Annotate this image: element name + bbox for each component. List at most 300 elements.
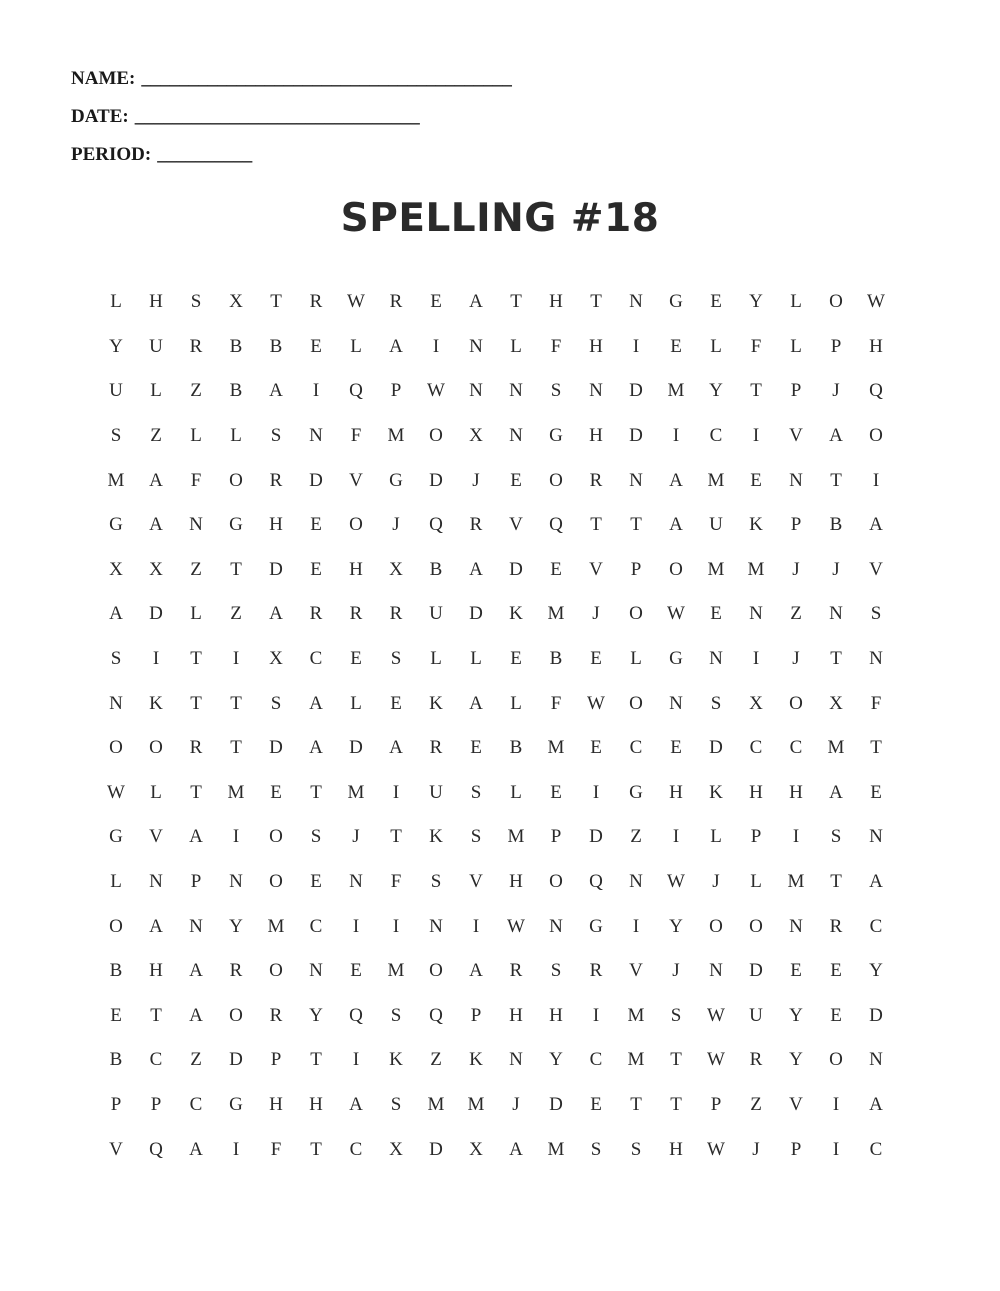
grid-letter[interactable]: R — [309, 603, 323, 625]
grid-letter[interactable]: Z — [190, 558, 202, 580]
grid-letter[interactable]: P — [750, 826, 762, 848]
grid-letter[interactable]: P — [270, 1049, 282, 1071]
grid-letter[interactable]: X — [749, 692, 763, 714]
grid-letter[interactable]: N — [789, 469, 803, 491]
grid-letter[interactable]: A — [189, 1138, 203, 1160]
grid-letter[interactable]: X — [389, 1138, 403, 1160]
grid-letter[interactable]: L — [430, 648, 442, 670]
grid-letter[interactable]: G — [589, 915, 603, 937]
grid-letter[interactable]: N — [829, 603, 843, 625]
grid-letter[interactable]: E — [870, 781, 882, 803]
grid-letter[interactable]: A — [869, 514, 883, 536]
grid-letter[interactable]: T — [190, 781, 202, 803]
grid-letter[interactable]: A — [109, 603, 123, 625]
grid-letter[interactable]: E — [310, 558, 322, 580]
grid-letter[interactable]: X — [269, 648, 283, 670]
grid-letter[interactable]: T — [310, 1049, 322, 1071]
grid-letter[interactable]: T — [870, 737, 882, 759]
grid-letter[interactable]: T — [310, 1138, 322, 1160]
name-blank[interactable]: _______________________________________ — [141, 68, 512, 89]
grid-letter[interactable]: C — [589, 1049, 603, 1071]
grid-letter[interactable]: A — [389, 335, 403, 357]
grid-letter[interactable]: A — [269, 603, 283, 625]
grid-letter[interactable]: F — [270, 1138, 282, 1160]
grid-letter[interactable]: T — [630, 514, 642, 536]
grid-letter[interactable]: K — [429, 692, 443, 714]
grid-letter[interactable]: A — [349, 1093, 363, 1115]
grid-letter[interactable]: K — [149, 692, 163, 714]
grid-letter[interactable]: G — [669, 291, 683, 313]
grid-letter[interactable]: O — [749, 915, 763, 937]
grid-letter[interactable]: W — [347, 291, 365, 313]
grid-letter[interactable]: L — [510, 335, 522, 357]
grid-letter[interactable]: A — [669, 469, 683, 491]
grid-letter[interactable]: N — [309, 425, 323, 447]
grid-letter[interactable]: I — [392, 915, 400, 937]
grid-letter[interactable]: R — [429, 737, 443, 759]
grid-letter[interactable]: Y — [789, 1049, 803, 1071]
grid-letter[interactable]: D — [629, 425, 643, 447]
grid-letter[interactable]: L — [470, 648, 482, 670]
grid-letter[interactable]: E — [350, 960, 362, 982]
grid-letter[interactable]: H — [549, 291, 563, 313]
grid-letter[interactable]: A — [469, 558, 483, 580]
grid-letter[interactable]: T — [390, 826, 402, 848]
grid-letter[interactable]: R — [469, 514, 483, 536]
grid-letter[interactable]: H — [669, 1138, 683, 1160]
grid-letter[interactable]: E — [510, 648, 522, 670]
grid-letter[interactable]: N — [629, 469, 643, 491]
grid-letter[interactable]: T — [150, 1004, 162, 1026]
grid-letter[interactable]: E — [470, 737, 482, 759]
grid-letter[interactable]: M — [627, 1004, 645, 1026]
grid-letter[interactable]: V — [629, 960, 643, 982]
grid-letter[interactable]: X — [469, 1138, 483, 1160]
grid-letter[interactable]: P — [110, 1093, 122, 1115]
grid-letter[interactable]: T — [510, 291, 522, 313]
grid-letter[interactable]: N — [109, 692, 123, 714]
grid-letter[interactable]: D — [629, 380, 643, 402]
grid-letter[interactable]: N — [149, 871, 163, 893]
grid-letter[interactable]: G — [229, 514, 243, 536]
grid-letter[interactable]: H — [309, 1093, 323, 1115]
grid-letter[interactable]: U — [709, 514, 723, 536]
grid-letter[interactable]: A — [389, 737, 403, 759]
grid-letter[interactable]: O — [269, 826, 283, 848]
grid-letter[interactable]: S — [190, 291, 202, 313]
grid-letter[interactable]: X — [149, 558, 163, 580]
grid-letter[interactable]: U — [149, 335, 163, 357]
grid-letter[interactable]: S — [390, 648, 402, 670]
grid-letter[interactable]: S — [430, 871, 442, 893]
grid-letter[interactable]: I — [352, 915, 360, 937]
date-blank[interactable]: ______________________________ — [134, 106, 420, 127]
grid-letter[interactable]: V — [109, 1138, 123, 1160]
grid-letter[interactable]: I — [312, 380, 320, 402]
grid-letter[interactable]: S — [550, 380, 562, 402]
grid-letter[interactable]: B — [829, 514, 843, 536]
grid-letter[interactable]: J — [672, 960, 680, 982]
grid-letter[interactable]: A — [469, 692, 483, 714]
grid-letter[interactable]: O — [269, 960, 283, 982]
grid-letter[interactable]: G — [109, 514, 123, 536]
grid-letter[interactable]: X — [469, 425, 483, 447]
grid-letter[interactable]: M — [627, 1049, 645, 1071]
grid-letter[interactable]: H — [869, 335, 883, 357]
grid-letter[interactable]: B — [229, 335, 243, 357]
grid-letter[interactable]: O — [669, 558, 683, 580]
grid-letter[interactable]: I — [152, 648, 160, 670]
grid-letter[interactable]: J — [472, 469, 480, 491]
grid-letter[interactable]: W — [707, 1049, 725, 1071]
grid-letter[interactable]: H — [589, 335, 603, 357]
grid-letter[interactable]: A — [149, 469, 163, 491]
grid-letter[interactable]: S — [670, 1004, 682, 1026]
grid-letter[interactable]: Z — [790, 603, 802, 625]
grid-letter[interactable]: L — [150, 781, 162, 803]
grid-letter[interactable]: W — [707, 1004, 725, 1026]
grid-letter[interactable]: O — [629, 603, 643, 625]
grid-letter[interactable]: J — [752, 1138, 760, 1160]
grid-letter[interactable]: F — [190, 469, 202, 491]
grid-letter[interactable]: N — [669, 692, 683, 714]
grid-letter[interactable]: R — [349, 603, 363, 625]
grid-letter[interactable]: Q — [349, 380, 363, 402]
grid-letter[interactable]: C — [869, 1138, 883, 1160]
grid-letter[interactable]: S — [270, 692, 282, 714]
grid-letter[interactable]: S — [390, 1004, 402, 1026]
grid-letter[interactable]: L — [630, 648, 642, 670]
grid-letter[interactable]: H — [549, 1004, 563, 1026]
grid-letter[interactable]: Q — [149, 1138, 163, 1160]
grid-letter[interactable]: V — [789, 1093, 803, 1115]
grid-letter[interactable]: D — [269, 737, 283, 759]
grid-letter[interactable]: P — [630, 558, 642, 580]
grid-letter[interactable]: H — [269, 514, 283, 536]
grid-letter[interactable]: C — [749, 737, 763, 759]
grid-letter[interactable]: L — [710, 826, 722, 848]
grid-letter[interactable]: E — [350, 648, 362, 670]
grid-letter[interactable]: C — [189, 1093, 203, 1115]
grid-letter[interactable]: Z — [430, 1049, 442, 1071]
grid-letter[interactable]: E — [830, 1004, 842, 1026]
grid-letter[interactable]: E — [590, 737, 602, 759]
grid-letter[interactable]: D — [749, 960, 763, 982]
grid-letter[interactable]: Z — [190, 380, 202, 402]
grid-letter[interactable]: A — [829, 781, 843, 803]
grid-letter[interactable]: X — [109, 558, 123, 580]
grid-letter[interactable]: N — [509, 425, 523, 447]
grid-letter[interactable]: C — [309, 915, 323, 937]
grid-letter[interactable]: S — [470, 781, 482, 803]
grid-letter[interactable]: L — [710, 335, 722, 357]
grid-letter[interactable]: L — [110, 871, 122, 893]
grid-letter[interactable]: Q — [549, 514, 563, 536]
grid-letter[interactable]: P — [190, 871, 202, 893]
grid-letter[interactable]: T — [230, 737, 242, 759]
grid-letter[interactable]: K — [429, 826, 443, 848]
grid-letter[interactable]: T — [670, 1049, 682, 1071]
grid-letter[interactable]: O — [549, 469, 563, 491]
grid-letter[interactable]: K — [509, 603, 523, 625]
grid-letter[interactable]: T — [750, 380, 762, 402]
grid-letter[interactable]: M — [707, 469, 725, 491]
grid-letter[interactable]: Y — [549, 1049, 563, 1071]
grid-letter[interactable]: A — [189, 960, 203, 982]
grid-letter[interactable]: T — [190, 648, 202, 670]
grid-letter[interactable]: D — [309, 469, 323, 491]
grid-letter[interactable]: J — [792, 648, 800, 670]
grid-letter[interactable]: E — [310, 514, 322, 536]
grid-letter[interactable]: F — [350, 425, 362, 447]
grid-letter[interactable]: I — [352, 1049, 360, 1071]
grid-letter[interactable]: M — [747, 558, 765, 580]
grid-letter[interactable]: I — [672, 425, 680, 447]
grid-letter[interactable]: A — [469, 960, 483, 982]
grid-letter[interactable]: H — [669, 781, 683, 803]
grid-letter[interactable]: O — [829, 291, 843, 313]
grid-letter[interactable]: R — [189, 335, 203, 357]
grid-letter[interactable]: S — [310, 826, 322, 848]
grid-letter[interactable]: C — [309, 648, 323, 670]
grid-letter[interactable]: E — [670, 737, 682, 759]
grid-letter[interactable]: L — [110, 291, 122, 313]
grid-letter[interactable]: H — [349, 558, 363, 580]
grid-letter[interactable]: A — [509, 1138, 523, 1160]
grid-letter[interactable]: E — [430, 291, 442, 313]
grid-letter[interactable]: J — [792, 558, 800, 580]
grid-letter[interactable]: D — [509, 558, 523, 580]
grid-letter[interactable]: J — [352, 826, 360, 848]
grid-letter[interactable]: B — [429, 558, 443, 580]
grid-letter[interactable]: Y — [749, 291, 763, 313]
grid-letter[interactable]: A — [869, 871, 883, 893]
grid-letter[interactable]: I — [472, 915, 480, 937]
grid-letter[interactable]: J — [832, 380, 840, 402]
grid-letter[interactable]: A — [869, 1093, 883, 1115]
grid-letter[interactable]: N — [709, 648, 723, 670]
grid-letter[interactable]: L — [350, 692, 362, 714]
grid-letter[interactable]: V — [349, 469, 363, 491]
grid-letter[interactable]: G — [549, 425, 563, 447]
grid-letter[interactable]: E — [710, 291, 722, 313]
grid-letter[interactable]: M — [547, 603, 565, 625]
grid-letter[interactable]: W — [867, 291, 885, 313]
grid-letter[interactable]: B — [269, 335, 283, 357]
grid-letter[interactable]: M — [267, 915, 285, 937]
grid-letter[interactable]: D — [349, 737, 363, 759]
grid-letter[interactable]: E — [710, 603, 722, 625]
grid-letter[interactable]: A — [669, 514, 683, 536]
grid-letter[interactable]: F — [550, 335, 562, 357]
grid-letter[interactable]: Q — [429, 1004, 443, 1026]
grid-letter[interactable]: P — [790, 514, 802, 536]
grid-letter[interactable]: L — [190, 603, 202, 625]
grid-letter[interactable]: R — [589, 960, 603, 982]
grid-letter[interactable]: U — [749, 1004, 763, 1026]
grid-letter[interactable]: M — [387, 425, 405, 447]
grid-letter[interactable]: O — [269, 871, 283, 893]
grid-letter[interactable]: P — [470, 1004, 482, 1026]
grid-letter[interactable]: L — [790, 335, 802, 357]
grid-letter[interactable]: P — [830, 335, 842, 357]
grid-letter[interactable]: B — [229, 380, 243, 402]
grid-letter[interactable]: X — [829, 692, 843, 714]
grid-letter[interactable]: I — [832, 1093, 840, 1115]
grid-letter[interactable]: V — [589, 558, 603, 580]
grid-letter[interactable]: N — [869, 826, 883, 848]
grid-letter[interactable]: M — [227, 781, 245, 803]
grid-letter[interactable]: T — [230, 558, 242, 580]
grid-letter[interactable]: O — [829, 1049, 843, 1071]
grid-letter[interactable]: U — [429, 781, 443, 803]
grid-letter[interactable]: W — [587, 692, 605, 714]
grid-letter[interactable]: N — [469, 335, 483, 357]
grid-letter[interactable]: F — [550, 692, 562, 714]
grid-letter[interactable]: X — [389, 558, 403, 580]
grid-letter[interactable]: I — [832, 1138, 840, 1160]
grid-letter[interactable]: O — [109, 915, 123, 937]
grid-letter[interactable]: S — [270, 425, 282, 447]
grid-letter[interactable]: P — [790, 380, 802, 402]
grid-letter[interactable]: A — [469, 291, 483, 313]
grid-letter[interactable]: Z — [230, 603, 242, 625]
grid-letter[interactable]: Q — [589, 871, 603, 893]
grid-letter[interactable]: A — [829, 425, 843, 447]
grid-letter[interactable]: I — [752, 425, 760, 447]
grid-letter[interactable]: R — [229, 960, 243, 982]
grid-letter[interactable]: E — [590, 1093, 602, 1115]
grid-letter[interactable]: V — [869, 558, 883, 580]
grid-letter[interactable]: O — [429, 425, 443, 447]
grid-letter[interactable]: I — [232, 826, 240, 848]
grid-letter[interactable]: W — [427, 380, 445, 402]
grid-letter[interactable]: H — [149, 960, 163, 982]
grid-letter[interactable]: I — [232, 1138, 240, 1160]
grid-letter[interactable]: O — [789, 692, 803, 714]
grid-letter[interactable]: A — [309, 692, 323, 714]
grid-letter[interactable]: N — [469, 380, 483, 402]
grid-letter[interactable]: I — [632, 915, 640, 937]
grid-letter[interactable]: S — [110, 648, 122, 670]
grid-letter[interactable]: Q — [349, 1004, 363, 1026]
grid-letter[interactable]: E — [550, 558, 562, 580]
grid-letter[interactable]: S — [710, 692, 722, 714]
grid-letter[interactable]: L — [750, 871, 762, 893]
grid-letter[interactable]: H — [589, 425, 603, 447]
grid-letter[interactable]: E — [390, 692, 402, 714]
grid-letter[interactable]: R — [589, 469, 603, 491]
grid-letter[interactable]: O — [549, 871, 563, 893]
grid-letter[interactable]: S — [630, 1138, 642, 1160]
grid-letter[interactable]: G — [229, 1093, 243, 1115]
grid-letter[interactable]: V — [469, 871, 483, 893]
grid-letter[interactable]: N — [509, 380, 523, 402]
grid-letter[interactable]: D — [269, 558, 283, 580]
grid-letter[interactable]: R — [269, 469, 283, 491]
grid-letter[interactable]: K — [749, 514, 763, 536]
grid-letter[interactable]: H — [269, 1093, 283, 1115]
grid-letter[interactable]: U — [109, 380, 123, 402]
grid-letter[interactable]: Z — [750, 1093, 762, 1115]
grid-letter[interactable]: Z — [150, 425, 162, 447]
grid-letter[interactable]: S — [390, 1093, 402, 1115]
grid-letter[interactable]: C — [869, 915, 883, 937]
grid-letter[interactable]: Z — [190, 1049, 202, 1071]
grid-letter[interactable]: B — [109, 960, 123, 982]
grid-letter[interactable]: M — [667, 380, 685, 402]
grid-letter[interactable]: E — [670, 335, 682, 357]
grid-letter[interactable]: P — [710, 1093, 722, 1115]
grid-letter[interactable]: C — [149, 1049, 163, 1071]
grid-letter[interactable]: M — [827, 737, 845, 759]
grid-letter[interactable]: L — [230, 425, 242, 447]
grid-letter[interactable]: K — [469, 1049, 483, 1071]
grid-letter[interactable]: T — [270, 291, 282, 313]
grid-letter[interactable]: J — [392, 514, 400, 536]
grid-letter[interactable]: I — [672, 826, 680, 848]
grid-letter[interactable]: E — [110, 1004, 122, 1026]
grid-letter[interactable]: A — [269, 380, 283, 402]
grid-letter[interactable]: O — [349, 514, 363, 536]
grid-letter[interactable]: S — [870, 603, 882, 625]
grid-letter[interactable]: D — [869, 1004, 883, 1026]
grid-letter[interactable]: M — [107, 469, 125, 491]
grid-letter[interactable]: T — [590, 514, 602, 536]
grid-letter[interactable]: M — [387, 960, 405, 982]
period-blank[interactable]: __________ — [157, 144, 253, 165]
grid-letter[interactable]: O — [229, 1004, 243, 1026]
grid-letter[interactable]: T — [830, 648, 842, 670]
grid-letter[interactable]: P — [390, 380, 402, 402]
grid-letter[interactable]: T — [190, 692, 202, 714]
grid-letter[interactable]: M — [547, 1138, 565, 1160]
grid-letter[interactable]: D — [149, 603, 163, 625]
grid-letter[interactable]: H — [149, 291, 163, 313]
grid-letter[interactable]: L — [150, 380, 162, 402]
grid-letter[interactable]: H — [509, 1004, 523, 1026]
grid-letter[interactable]: O — [709, 915, 723, 937]
grid-letter[interactable]: N — [349, 871, 363, 893]
grid-letter[interactable]: T — [830, 871, 842, 893]
grid-letter[interactable]: I — [872, 469, 880, 491]
grid-letter[interactable]: E — [310, 871, 322, 893]
grid-letter[interactable]: A — [149, 514, 163, 536]
grid-letter[interactable]: T — [590, 291, 602, 313]
grid-letter[interactable]: J — [712, 871, 720, 893]
grid-letter[interactable]: T — [230, 692, 242, 714]
grid-letter[interactable]: O — [869, 425, 883, 447]
grid-letter[interactable]: N — [749, 603, 763, 625]
grid-letter[interactable]: R — [269, 1004, 283, 1026]
grid-letter[interactable]: P — [790, 1138, 802, 1160]
grid-letter[interactable]: E — [790, 960, 802, 982]
grid-letter[interactable]: N — [549, 915, 563, 937]
grid-letter[interactable]: O — [429, 960, 443, 982]
grid-letter[interactable]: Q — [429, 514, 443, 536]
grid-letter[interactable]: P — [550, 826, 562, 848]
grid-letter[interactable]: N — [869, 1049, 883, 1071]
grid-letter[interactable]: O — [229, 469, 243, 491]
grid-letter[interactable]: D — [709, 737, 723, 759]
grid-letter[interactable]: I — [752, 648, 760, 670]
grid-letter[interactable]: N — [709, 960, 723, 982]
grid-letter[interactable]: T — [670, 1093, 682, 1115]
grid-letter[interactable]: M — [427, 1093, 445, 1115]
grid-letter[interactable]: I — [392, 781, 400, 803]
grid-letter[interactable]: L — [510, 781, 522, 803]
grid-letter[interactable]: V — [149, 826, 163, 848]
